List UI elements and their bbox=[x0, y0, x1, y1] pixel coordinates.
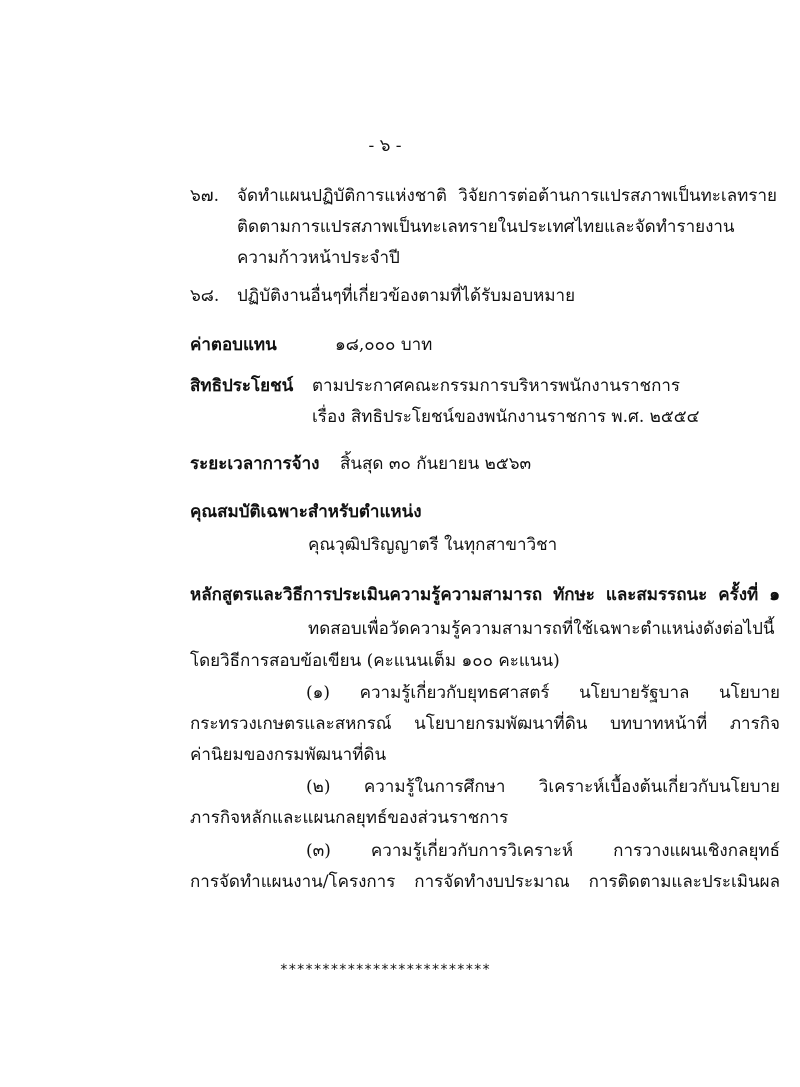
compensation-label: ค่าตอบแทน bbox=[190, 335, 277, 355]
qualifications-heading: คุณสมบัติเฉพาะสำหรับตำแหน่ง bbox=[190, 502, 422, 522]
item-text-line: ติดตามการแปรสภาพเป็นทะเลทรายในประเทศไทยและจัดทำรายงาน bbox=[237, 217, 735, 237]
compensation-value: ๑๘,๐๐๐ บาท bbox=[335, 335, 433, 355]
topic-line: (๑) ความรู้เกี่ยวกับยุทธศาสตร์ นโยบายรัฐบาล นโยบาย bbox=[306, 683, 780, 703]
item-text-line: ปฏิบัติงานอื่นๆที่เกี่ยวข้องตามที่ได้รับมอบหมาย bbox=[237, 286, 576, 306]
topic-line: ค่านิยมของกรมพัฒนาที่ดิน bbox=[190, 745, 387, 765]
topic-line: (๓) ความรู้เกี่ยวกับการวิเคราะห์ การวางแผนเชิงกลยุทธ์ bbox=[306, 841, 780, 861]
qualifications-text: คุณวุฒิปริญญาตรี ในทุกสาขาวิชา bbox=[308, 535, 558, 555]
topic-line: (๒) ความรู้ในการศึกษา วิเคราะห์เบื้องต้นเกี่ยวกับนโยบาย bbox=[306, 777, 780, 797]
page-number: - ๖ - bbox=[368, 136, 402, 156]
item-text-line: จัดทำแผนปฏิบัติการแห่งชาติ วิจัยการต่อต้านการแปรสภาพเป็นทะเลทราย bbox=[237, 186, 777, 206]
item-number: ๖๗. bbox=[190, 186, 219, 206]
topic-line: ภารกิจหลักและแผนกลยุทธ์ของส่วนราชการ bbox=[190, 808, 509, 828]
benefits-label: สิทธิประโยชน์ bbox=[190, 376, 294, 396]
topic-line: การจัดทำแผนงาน/โครงการ การจัดทำงบประมาณ การติดตามและประเมินผล bbox=[190, 872, 780, 892]
assessment-intro: โดยวิธีการสอบข้อเขียน (คะแนนเต็ม ๑๐๐ คะแนน) bbox=[190, 651, 560, 671]
item-text-line: ความก้าวหน้าประจำปี bbox=[237, 248, 400, 268]
benefits-line: เรื่อง สิทธิประโยชน์ของพนักงานราชการ พ.ศ. ๒๕๕๔ bbox=[312, 407, 700, 427]
item-number: ๖๘. bbox=[190, 286, 220, 306]
employment-period-label: ระยะเวลาการจ้าง bbox=[190, 454, 320, 474]
end-marker: ************************* bbox=[279, 962, 491, 978]
benefits-line: ตามประกาศคณะกรรมการบริหารพนักงานราชการ bbox=[312, 376, 681, 396]
topic-line: กระทรวงเกษตรและสหกรณ์ นโยบายกรมพัฒนาที่ดิน บทบาทหน้าที่ ภารกิจ bbox=[190, 714, 780, 734]
employment-period-value: สิ้นสุด ๓๐ กันยายน ๒๕๖๓ bbox=[340, 454, 532, 474]
assessment-heading: หลักสูตรและวิธีการประเมินความรู้ความสามารถ ทักษะ และสมรรถนะ ครั้งที่ ๑ bbox=[190, 585, 780, 605]
assessment-intro: ทดสอบเพื่อวัดความรู้ความสามารถที่ใช้เฉพาะตำแหน่งดังต่อไปนี้ bbox=[308, 619, 775, 639]
